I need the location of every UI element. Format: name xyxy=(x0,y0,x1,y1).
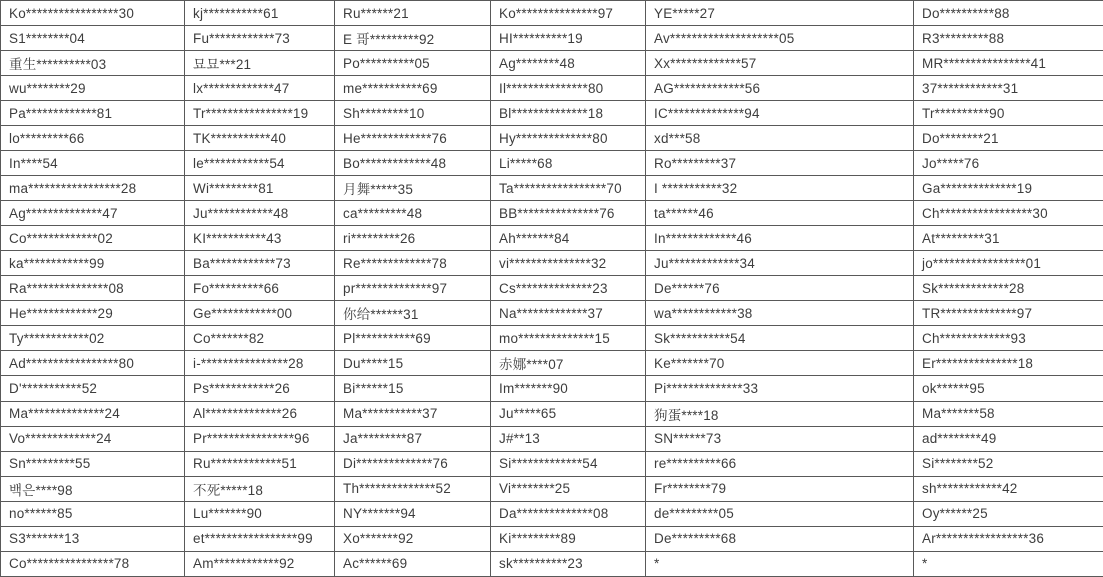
masked-username-cell: Il***************80 xyxy=(491,76,646,101)
masked-username-cell: TR**************97 xyxy=(914,301,1103,326)
masked-username-cell: Do**********88 xyxy=(914,1,1103,26)
masked-username-cell: Ja*********87 xyxy=(335,426,491,451)
masked-username-cell: Pr****************96 xyxy=(185,426,335,451)
masked-username-cell: Fr********79 xyxy=(646,476,914,501)
masked-username-cell: re**********66 xyxy=(646,451,914,476)
table-row xyxy=(1,451,1103,476)
masked-username-cell: Ra***************08 xyxy=(1,276,185,301)
masked-username-cell: Ko*****************30 xyxy=(1,1,185,26)
masked-username-cell: Lu*******90 xyxy=(185,501,335,526)
masked-username-cell: MR****************41 xyxy=(914,51,1103,76)
masked-username-cell: He*************76 xyxy=(335,126,491,151)
masked-username-cell: Re*************78 xyxy=(335,251,491,276)
masked-username-cell: Ma***********37 xyxy=(335,401,491,426)
masked-username-cell: 月舞*****35 xyxy=(335,176,491,201)
masked-username-cell: De******76 xyxy=(646,276,914,301)
masked-username-cell: Ty************02 xyxy=(1,326,185,351)
masked-username-cell: S1********04 xyxy=(1,26,185,51)
masked-username-cell: Ba************73 xyxy=(185,251,335,276)
masked-username-cell: Ro*********37 xyxy=(646,151,914,176)
masked-username-cell: Cs**************23 xyxy=(491,276,646,301)
masked-username-cell: Ag********48 xyxy=(491,51,646,76)
masked-username-cell: Xx*************57 xyxy=(646,51,914,76)
masked-username-cell: Ke*******70 xyxy=(646,351,914,376)
masked-username-cell: Da**************08 xyxy=(491,501,646,526)
table-row xyxy=(1,326,1103,351)
masked-username-cell: SN******73 xyxy=(646,426,914,451)
masked-username-cell: J#**13 xyxy=(491,426,646,451)
masked-username-cell: At*********31 xyxy=(914,226,1103,251)
masked-username-cell: * xyxy=(914,551,1103,576)
masked-username-cell: Ju*************34 xyxy=(646,251,914,276)
masked-username-cell: Ki*********89 xyxy=(491,526,646,551)
masked-username-cell: Jo*****76 xyxy=(914,151,1103,176)
table-row xyxy=(1,551,1103,576)
masked-username-cell: pr**************97 xyxy=(335,276,491,301)
table-row xyxy=(1,101,1103,126)
masked-username-cell: TK***********40 xyxy=(185,126,335,151)
masked-username-cell: le************54 xyxy=(185,151,335,176)
masked-username-cell: Sk***********54 xyxy=(646,326,914,351)
masked-username-cell: Bo*************48 xyxy=(335,151,491,176)
masked-username-cell: Tr**********90 xyxy=(914,101,1103,126)
table-row xyxy=(1,26,1103,51)
table-body xyxy=(1,1,1103,577)
table-row xyxy=(1,251,1103,276)
masked-username-cell: Du*****15 xyxy=(335,351,491,376)
masked-username-cell: Ac******69 xyxy=(335,551,491,576)
masked-username-cell: In*************46 xyxy=(646,226,914,251)
masked-username-cell: vi***************32 xyxy=(491,251,646,276)
masked-username-cell: Fo**********66 xyxy=(185,276,335,301)
masked-username-cell: Sh*********10 xyxy=(335,101,491,126)
masked-username-cell: Co*******82 xyxy=(185,326,335,351)
masked-username-cell: 묘묘***21 xyxy=(185,51,335,76)
masked-username-cell: i-****************28 xyxy=(185,351,335,376)
masked-username-cell: In****54 xyxy=(1,151,185,176)
masked-username-cell: He*************29 xyxy=(1,301,185,326)
table-row xyxy=(1,226,1103,251)
masked-username-cell: Er***************18 xyxy=(914,351,1103,376)
masked-username-cell: Ah*******84 xyxy=(491,226,646,251)
table-row xyxy=(1,401,1103,426)
masked-username-cell: Ch*****************30 xyxy=(914,201,1103,226)
masked-username-cell: ta******46 xyxy=(646,201,914,226)
masked-username-cell: R3*********88 xyxy=(914,26,1103,51)
masked-username-cell: xd***58 xyxy=(646,126,914,151)
masked-username-cell: Ar*****************36 xyxy=(914,526,1103,551)
table-row xyxy=(1,126,1103,151)
masked-username-cell: IC**************94 xyxy=(646,101,914,126)
masked-username-cell: Bl**************18 xyxy=(491,101,646,126)
masked-username-cell: Sn*********55 xyxy=(1,451,185,476)
table-row xyxy=(1,526,1103,551)
masked-username-cell: Ma**************24 xyxy=(1,401,185,426)
table-row xyxy=(1,276,1103,301)
masked-username-cell: ma*****************28 xyxy=(1,176,185,201)
masked-username-cell: lx*************47 xyxy=(185,76,335,101)
masked-username-cell: Im*******90 xyxy=(491,376,646,401)
masked-username-cell: AG*************56 xyxy=(646,76,914,101)
masked-username-cell: et*****************99 xyxy=(185,526,335,551)
table-row xyxy=(1,351,1103,376)
masked-username-cell: Ru******21 xyxy=(335,1,491,26)
masked-username-cell: lo*********66 xyxy=(1,126,185,151)
masked-username-cell: E 哥*********92 xyxy=(335,26,491,51)
masked-username-cell: Si*************54 xyxy=(491,451,646,476)
masked-username-cell: Ko***************97 xyxy=(491,1,646,26)
masked-username-cell: Vo*************24 xyxy=(1,426,185,451)
table-row xyxy=(1,476,1103,501)
table-row xyxy=(1,176,1103,201)
masked-username-cell: Li*****68 xyxy=(491,151,646,176)
masked-username-cell: Di**************76 xyxy=(335,451,491,476)
masked-username-cell: 37************31 xyxy=(914,76,1103,101)
masked-username-cell: kj***********61 xyxy=(185,1,335,26)
masked-username-cell: * xyxy=(646,551,914,576)
masked-username-cell: Al**************26 xyxy=(185,401,335,426)
masked-username-cell: jo*****************01 xyxy=(914,251,1103,276)
masked-username-cell: ri*********26 xyxy=(335,226,491,251)
masked-username-cell: 赤娜****07 xyxy=(491,351,646,376)
table-row xyxy=(1,76,1103,101)
table-row xyxy=(1,376,1103,401)
masked-username-cell: Ge************00 xyxy=(185,301,335,326)
table-row xyxy=(1,201,1103,226)
masked-username-cell: Co*************02 xyxy=(1,226,185,251)
masked-username-cell: Th**************52 xyxy=(335,476,491,501)
masked-username-cell: ok******95 xyxy=(914,376,1103,401)
table-row xyxy=(1,501,1103,526)
masked-username-cell: I ***********32 xyxy=(646,176,914,201)
table-row xyxy=(1,151,1103,176)
masked-username-cell: Vi********25 xyxy=(491,476,646,501)
masked-username-cell: de*********05 xyxy=(646,501,914,526)
masked-username-cell: 백은****98 xyxy=(1,476,185,501)
masked-username-cell: Ps************26 xyxy=(185,376,335,401)
masked-username-cell: mo**************15 xyxy=(491,326,646,351)
masked-username-cell: ka************99 xyxy=(1,251,185,276)
masked-username-cell: 重生**********03 xyxy=(1,51,185,76)
masked-username-cell: Pi**************33 xyxy=(646,376,914,401)
masked-username-cell: S3*******13 xyxy=(1,526,185,551)
masked-username-cell: Do********21 xyxy=(914,126,1103,151)
table-row xyxy=(1,1,1103,26)
masked-username-cell: Pl***********69 xyxy=(335,326,491,351)
masked-username-cell: wu********29 xyxy=(1,76,185,101)
table-row xyxy=(1,301,1103,326)
masked-username-cell: Am************92 xyxy=(185,551,335,576)
masked-username-cell: Xo*******92 xyxy=(335,526,491,551)
masked-username-cell: Wi*********81 xyxy=(185,176,335,201)
masked-username-cell: sh************42 xyxy=(914,476,1103,501)
masked-username-cell: 你给******31 xyxy=(335,301,491,326)
masked-username-cell: Ta*****************70 xyxy=(491,176,646,201)
masked-username-cell: BB***************76 xyxy=(491,201,646,226)
masked-username-cell: Tr****************19 xyxy=(185,101,335,126)
table-row xyxy=(1,426,1103,451)
masked-username-cell: Ga**************19 xyxy=(914,176,1103,201)
masked-username-cell: sk**********23 xyxy=(491,551,646,576)
masked-username-cell: Bi******15 xyxy=(335,376,491,401)
masked-username-cell: Av********************05 xyxy=(646,26,914,51)
masked-username-cell: YE*****27 xyxy=(646,1,914,26)
masked-username-cell: wa************38 xyxy=(646,301,914,326)
masked-username-cell: Ru*************51 xyxy=(185,451,335,476)
masked-username-cell: Hy**************80 xyxy=(491,126,646,151)
masked-username-cell: ad********49 xyxy=(914,426,1103,451)
masked-username-cell: KI***********43 xyxy=(185,226,335,251)
masked-username-cell: Ju*****65 xyxy=(491,401,646,426)
masked-username-cell: De*********68 xyxy=(646,526,914,551)
masked-username-cell: HI**********19 xyxy=(491,26,646,51)
masked-username-cell: Ad*****************80 xyxy=(1,351,185,376)
masked-username-cell: me***********69 xyxy=(335,76,491,101)
masked-username-cell: 不死*****18 xyxy=(185,476,335,501)
masked-username-cell: Ma*******58 xyxy=(914,401,1103,426)
masked-username-cell: Ch*************93 xyxy=(914,326,1103,351)
masked-username-cell: Pa*************81 xyxy=(1,101,185,126)
masked-username-cell: Ag**************47 xyxy=(1,201,185,226)
masked-username-cell: Ju************48 xyxy=(185,201,335,226)
table-row xyxy=(1,51,1103,76)
masked-username-cell: Sk*************28 xyxy=(914,276,1103,301)
masked-username-cell: Po**********05 xyxy=(335,51,491,76)
masked-username-cell: no******85 xyxy=(1,501,185,526)
masked-username-cell: Na*************37 xyxy=(491,301,646,326)
masked-username-cell: Si********52 xyxy=(914,451,1103,476)
masked-username-cell: 狗蛋****18 xyxy=(646,401,914,426)
masked-username-cell: Co****************78 xyxy=(1,551,185,576)
masked-username-cell: Fu************73 xyxy=(185,26,335,51)
masked-username-cell: D'***********52 xyxy=(1,376,185,401)
masked-username-cell: Oy******25 xyxy=(914,501,1103,526)
masked-username-cell: NY*******94 xyxy=(335,501,491,526)
masked-username-cell: ca*********48 xyxy=(335,201,491,226)
